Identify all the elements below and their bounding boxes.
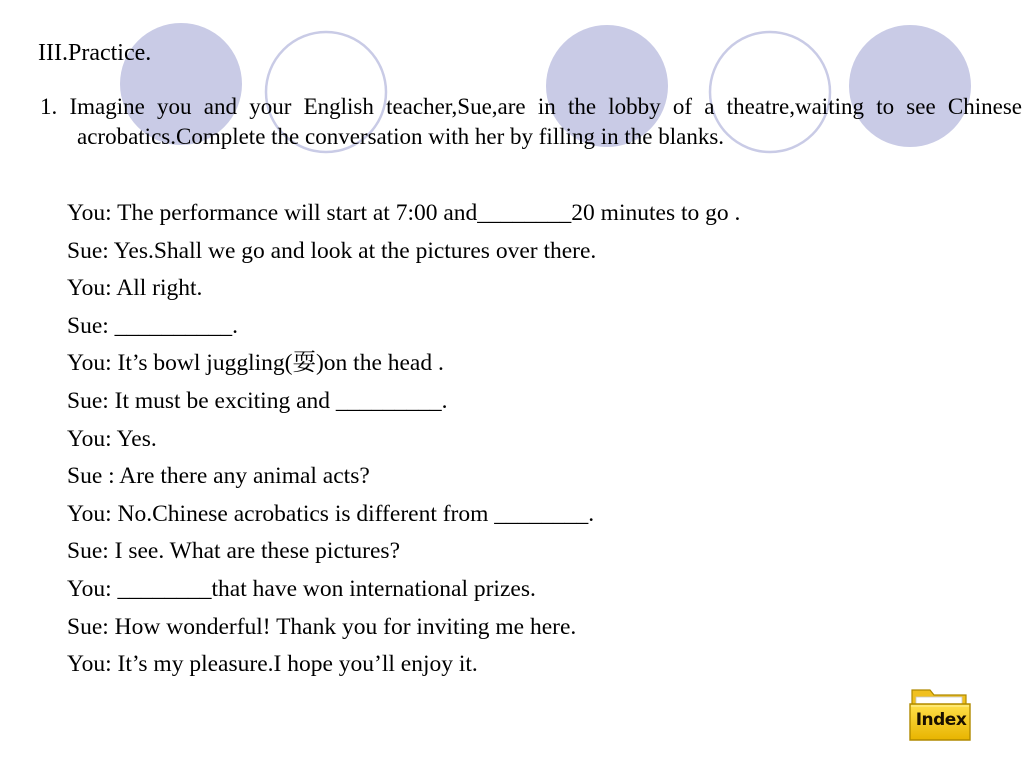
dialogue-line: You: All right. (67, 275, 203, 302)
dialogue-line: You: ________that have won international prizes. (67, 575, 536, 602)
dialogue-line: You: The performance will start at 7:00 and________20 minutes to go . (67, 200, 741, 226)
dialogue-line: Sue: How wonderful! Thank you for inviting me here. (67, 613, 577, 640)
dialogue-line: Sue : Are there any animal acts? (67, 463, 370, 490)
dialogue-list (67, 195, 740, 684)
dialogue-line: You: No.Chinese acrobatics is different from ________. (67, 500, 595, 527)
index-button[interactable] (908, 684, 972, 742)
dialogue-line: Sue: It must be exciting and _________. (67, 387, 448, 414)
dialogue-line: Sue: __________. (67, 312, 239, 339)
dialogue-line: Sue: I see. What are these pictures? (67, 538, 400, 565)
dialogue-line: You: It’s bowl juggling(耍)on the head . (67, 350, 444, 377)
section-heading: III.Practice. (38, 40, 152, 66)
exercise-instruction: 1. Imagine you and your English teacher,Sue,are in the lobby of a theatre,waiting to see Chinese acrobatics.Complete the conversation with her by filling in the blanks. (40, 94, 1022, 149)
dialogue-line: You: Yes. (67, 425, 157, 452)
dialogue-line: Sue: Yes.Shall we go and look at the pictures over there. (67, 237, 597, 264)
dialogue-line: You: It’s my pleasure.I hope you’ll enjoy it. (67, 651, 478, 678)
index-label: Index (915, 710, 967, 730)
